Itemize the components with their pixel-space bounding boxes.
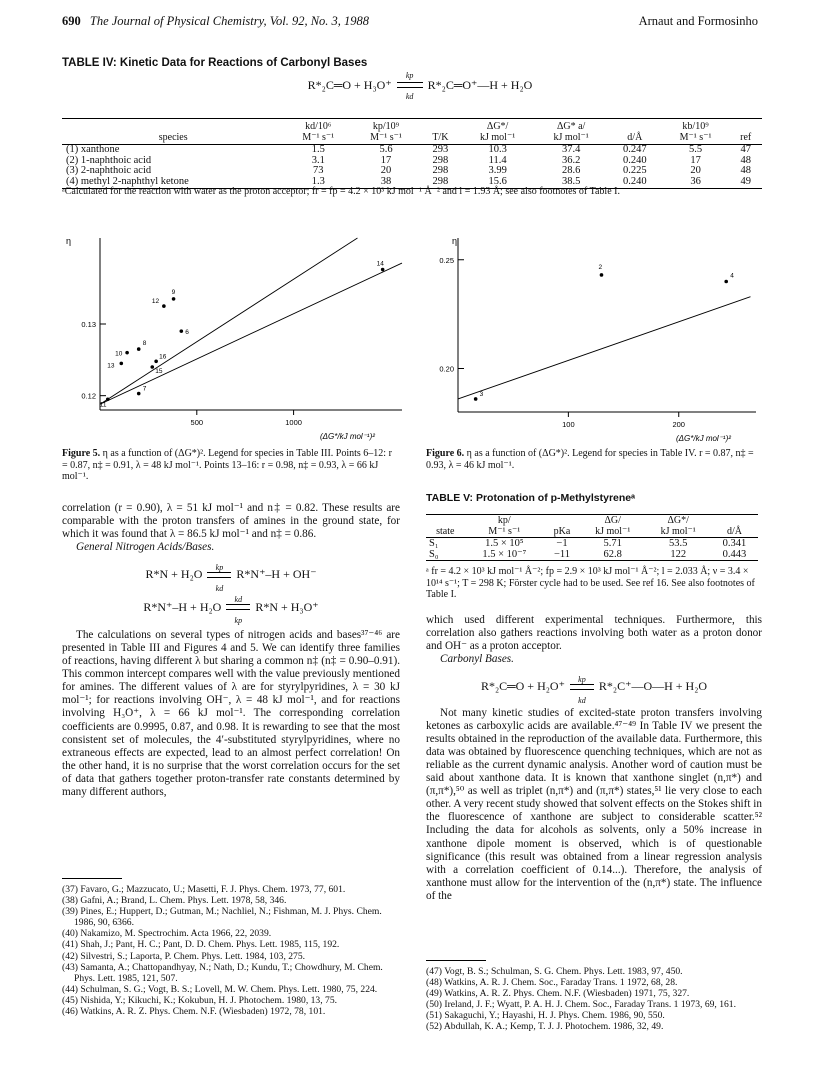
header-cell: [544, 515, 580, 527]
reference-item: (47) Vogt, B. S.; Schulman, S. G. Chem. Phys. Lett. 1983, 97, 450.: [426, 966, 683, 977]
header-cell: M⁻¹ s⁻¹: [352, 132, 420, 145]
table-row: [62, 145, 762, 156]
footnote-rule: [62, 878, 122, 879]
table4-header-top: [62, 119, 762, 133]
data-point-label: 4: [730, 272, 734, 280]
table-cell: 298: [420, 177, 461, 189]
data-point-label: 2: [598, 263, 603, 271]
table-cell: 20: [380, 165, 392, 176]
y-tick-label: 0.25: [439, 255, 454, 265]
reference-item: (49) Watkins, A. R. Z. Phys. Chem. N.F. (Wiesbaden) 1971, 75, 327.: [426, 988, 690, 1000]
reference-item: (50) Ireland, J. F.; Wyatt, P. A. H. J. Chem. Soc., Faraday Trans. 1 1973, 69, 161.: [426, 999, 736, 1011]
table-cell: 1.3: [284, 177, 352, 189]
reference-item: (39) Pines, E.; Huppert, D.; Gutman, M.; Nachliel, N.; Fishman, M. J. Phys. Chem. 1986, 90, 6366.: [62, 906, 382, 929]
table-row: [426, 549, 758, 561]
header-cell: kJ mol⁻¹: [534, 132, 608, 145]
paragraph: correlation (r = 0.90), λ = 51 kJ mol⁻¹ and n‡ = 0.82. These results are comparable with the proton transfers of amines in the ground state, for which it was found that λ = 86.5 kJ mol⁻¹ and n‡ = 0.86.: [62, 502, 400, 541]
table-cell: 20: [690, 165, 701, 176]
k-top: kp: [405, 71, 414, 81]
left-column: [62, 502, 400, 799]
k-top: kd: [234, 594, 243, 604]
table4-caption: TABLE IV: Kinetic Data for Reactions of Carbonyl Bases: [62, 57, 368, 69]
table-cell: 0.225: [622, 165, 647, 176]
y-tick-label: 0.13: [81, 320, 96, 329]
fig6-y-symbol: η: [452, 236, 458, 246]
data-point-label: 3: [479, 390, 484, 398]
table4: [62, 118, 762, 189]
data-point-label: 7: [142, 385, 147, 393]
table-cell: 1.5: [311, 144, 325, 155]
table4-reaction: [270, 71, 570, 102]
equilibrium-arrow: [205, 562, 233, 593]
table4-reaction-left: R*₂C═O + H₃O⁺: [307, 78, 392, 92]
header-cell: M⁻¹ s⁻¹: [662, 132, 730, 145]
header-cell: d/Å: [711, 526, 758, 538]
data-point: [180, 329, 184, 333]
equilibrium-arrow: [224, 594, 252, 625]
k-bottom: kp: [234, 615, 243, 625]
table-cell: 38.5: [534, 177, 608, 189]
table-cell: 38: [352, 177, 420, 189]
table-cell: 1.5 × 10⁵: [485, 538, 524, 549]
header-cell: M⁻¹ s⁻¹: [465, 526, 544, 538]
header-cell: T/K: [420, 132, 461, 145]
header-cell: M⁻¹ s⁻¹: [284, 132, 352, 145]
paragraph: Not many kinetic studies of excited-state proton transfers involving ketones as carboxylic acids are available.⁴⁷⁻⁴⁹ In Table IV we present the results obtained in the reproduction of the available data. Furthermore, this data was obtained by fluorescence quenching techniques, which are not as reliable as the current dynamic analysis. Another word of caution must be said about xanthone data. It is known that xanthone singlet (n,π*) and (π,π*),⁵⁰ as well as triplet (n,π*) and (π,π*) states,⁵¹ lie very close to each other. A very recent study showed that solvent effects on the Stokes shift in the fluorescence of xanthone are subject to considerable scatter.⁵² Including the data for alcohols as solvents, only a 50% increase in xanthone dipole moment is observed, which is of questionable significance (this result was obtained from a linear regression analysis with a correlation coefficient of 0.14...). Therefore, the analysis of xanthone must allow for the intervention of the (n,π*) state. The influence of the: [426, 706, 762, 902]
header-cell: d/Å: [608, 132, 662, 145]
data-point-label: 6: [185, 329, 189, 337]
header-cell: ΔG*/: [461, 119, 535, 133]
header-cell: kp/10⁹: [352, 119, 420, 133]
fit-line: [100, 238, 357, 404]
table-cell: (2) 1-naphthoic acid: [66, 154, 152, 166]
figure5-caption: [62, 448, 400, 483]
table-cell: 73: [313, 165, 324, 176]
header-cell: ΔG/: [580, 515, 645, 527]
header-cell: ΔG* a/: [534, 119, 608, 133]
fit-line: [100, 260, 402, 404]
table-cell: 298: [432, 154, 449, 166]
data-point: [162, 304, 166, 308]
header-cell: kJ mol⁻¹: [645, 526, 710, 538]
header-cell: kJ mol⁻¹: [580, 526, 645, 538]
equation: [62, 594, 400, 625]
table-cell: (4) methyl 2-naphthyl ketone: [62, 177, 284, 189]
fit-line: [458, 297, 750, 399]
reference-item: (42) Silvestri, S.; Laporta, P. Chem. Phys. Lett. 1984, 103, 275.: [62, 950, 306, 962]
table-cell: 122: [645, 549, 710, 561]
x-tick-label: 1000: [285, 418, 302, 427]
reference-item: (48) Watkins, A. R. J. Chem. Soc., Faraday Trans. 1 1972, 68, 28.: [426, 977, 678, 989]
k-bottom: kd: [215, 583, 224, 593]
header-cell: [608, 119, 662, 133]
fig5-marks: [81, 238, 402, 427]
x-tick-label: 500: [190, 418, 204, 427]
data-point-label: 10: [115, 350, 123, 358]
table-cell: 1.5 × 10⁻⁷: [465, 549, 544, 561]
paragraph: The calculations on several types of nitrogen acids and bases³⁷⁻⁴⁶ are presented in Table III and Figures 4 and 5. We can identify three families of reactions, having different λ but sharing a common n‡ (n‡ = 0.90–0.91). This common intercept compares well with the value previously mentioned for amines. The different values of λ are for styrylpyridines, λ = 30 kJ mol⁻¹; for reactions involving OH⁻, λ = 48 kJ mol⁻¹, and for reactions involving H₃O⁺, λ = 66 kJ mol⁻¹. The corresponding correlation coefficients are 0.9995, 0.87, and 0.98. It is rewarding to see that the most consistent set of molecules, the 4′-substituted styrylpyridines, where no extraneous effects are expected, lead to an almost perfect correlation! On the other hand, it is no surprise that the worst correlation occurs for the set of data that gathers together proton-transfer rate constants determined by many different authors,: [62, 628, 400, 798]
table-cell: 0.443: [711, 549, 758, 561]
page-number: 690: [62, 14, 81, 28]
data-point: [172, 297, 176, 301]
k-bottom: kd: [578, 695, 586, 705]
data-point: [600, 273, 604, 277]
data-point: [474, 397, 478, 401]
y-tick-label: 0.12: [81, 391, 96, 401]
eq-right: R*N⁺–H + OH⁻: [236, 567, 317, 582]
table-cell: 3.1: [311, 154, 325, 166]
data-point-label: 11: [99, 401, 107, 409]
table4-header-bottom: [62, 132, 762, 145]
data-point-label: 9: [171, 288, 176, 296]
data-point: [125, 351, 129, 355]
header-cell: kp/: [465, 515, 544, 527]
figure5-caption-title: Figure 5.: [62, 448, 101, 459]
table-cell: −11: [544, 549, 580, 561]
table-cell: 62.8: [580, 549, 645, 561]
table-cell: 5.71: [603, 538, 622, 549]
data-point: [137, 392, 141, 396]
fig6-x-label: (ΔG*/kJ mol⁻¹)²: [676, 434, 731, 443]
fig6-marks: [439, 256, 750, 429]
paragraph: which used different experimental techniques. Furthermore, this correlation also gathers reactions involving both water as a proton donor and OH⁻ as a proton acceptor.: [426, 614, 762, 653]
figure5-plot: [62, 230, 412, 445]
table-cell: 298: [432, 165, 449, 176]
k-top: kp: [215, 562, 224, 572]
table-cell: 0.240: [622, 154, 647, 166]
table-cell: 15.6: [461, 177, 535, 189]
k-top: kp: [578, 674, 586, 684]
page-header: [62, 14, 758, 34]
data-point-label: 8: [142, 340, 147, 348]
reference-item: (44) Schulman, S. G.; Vogt, B. S.; Lovell, M. W. Chem. Phys. Lett. 1980, 75, 224.: [62, 983, 378, 995]
header-cell: state: [426, 526, 465, 538]
data-point: [137, 347, 141, 351]
fig5-y-symbol: η: [66, 236, 72, 246]
header-cell: [426, 515, 465, 527]
figure6-caption: [426, 448, 762, 471]
eq-left: R*N⁺–H + H₂O: [143, 599, 222, 614]
table-cell: 28.6: [561, 165, 581, 176]
header-cell: kb/10⁹: [662, 119, 730, 133]
table-cell: 11.4: [488, 154, 507, 166]
header-cell: ref: [729, 132, 762, 145]
reference-item: (41) Shah, J.; Pant, H. C.; Pant, D. D. Chem. Phys. Lett. 1985, 115, 192.: [62, 939, 340, 951]
header-cell: [62, 119, 284, 133]
equilibrium-arrow: [568, 674, 596, 705]
reference-item: (43) Samanta, A.; Chattopandhyay, N.; Nath, D.; Kundu, T.; Chowdhury, M. Chem. Phys. Lett. 1985, 121, 507.: [62, 961, 383, 984]
table5-header-bottom: [426, 526, 758, 538]
eq-left: R*N + H₂O: [145, 567, 203, 582]
footnote-rule: [426, 960, 486, 961]
header-cell: pKa: [544, 526, 580, 538]
eq-left: R*₂C═O + H₂O⁺: [480, 679, 565, 694]
data-point-label: 16: [159, 353, 167, 361]
eq-right: R*N + H₃O⁺: [255, 599, 319, 614]
data-point: [154, 359, 158, 363]
y-tick-label: 0.20: [439, 364, 454, 374]
table-cell: (1) xanthone: [66, 144, 120, 155]
table-cell: S₀: [426, 549, 465, 561]
header-cell: ΔG*/: [645, 515, 710, 527]
header-cell: [420, 119, 461, 133]
section-heading: Carbonyl Bases.: [440, 653, 514, 666]
data-point-label: 13: [107, 362, 115, 370]
table-cell: 3.99: [488, 165, 507, 176]
figure6-caption-text: η as a function of (ΔG*)². Legend for species in Table IV. r = 0.87, n‡ = 0.93, λ = 46 kJ mol⁻¹.: [426, 448, 754, 471]
figure5-caption-text: η as a function of (ΔG*)². Legend for species in Table III. Points 6–12: r = 0.87, n‡ = 0.91, λ = 48 kJ mol⁻¹. Points 13–16: r = 0.98, n‡ = 0.93, λ = 66 kJ mol⁻¹.: [62, 448, 392, 482]
equation: [426, 674, 762, 705]
table-cell: 53.5: [669, 538, 688, 549]
table5-footnote: ᵃ fr = 4.2 × 10³ kJ mol⁻¹ Å⁻²; fp = 2.9 × 10³ kJ mol⁻¹ Å⁻²; l = 2.033 Å; ν = 3.4 × 10¹⁴ s⁻¹; T = 298 K; Förster cycle had to be used. See ref 16. See also footnotes of Table I.: [426, 566, 755, 600]
reference-item: (37) Favaro, G.; Mazzucato, U.; Masetti, F. J. Phys. Chem. 1973, 77, 601.: [62, 884, 346, 895]
reference-item: (46) Watkins, A. R. Z. Phys. Chem. N.F. (Wiesbaden) 1972, 78, 101.: [62, 1006, 326, 1018]
table-cell: 0.247: [622, 144, 647, 155]
table-row: [62, 166, 762, 177]
k-bottom: kd: [405, 92, 414, 102]
reference-item: (51) Sakaguchi, Y.; Hayashi, H. J. Phys. Chem. 1986, 90, 550.: [426, 1010, 665, 1022]
table-cell: 0.240: [608, 177, 662, 189]
header-cell: kJ mol⁻¹: [461, 132, 535, 145]
section-heading: General Nitrogen Acids/Bases.: [76, 541, 215, 554]
table5: [426, 514, 758, 561]
table5-caption: TABLE V: Protonation of p-Methylstyreneᵃ: [426, 492, 636, 504]
table4-reaction-right: R*₂C═O⁺—H + H₂O: [427, 78, 533, 92]
table-cell: 17: [690, 154, 701, 166]
header-cell: [729, 119, 762, 133]
data-point: [724, 280, 728, 284]
eq-right: R*₂C⁺—O—H + H₂O: [598, 679, 708, 694]
fig5-x-label: (ΔG*/kJ mol⁻¹)²: [320, 432, 375, 441]
right-references: [426, 966, 762, 1033]
table-cell: 17: [380, 154, 392, 166]
table-cell: −1: [556, 538, 568, 549]
header-cell: kd/10⁶: [284, 119, 352, 133]
data-point: [150, 365, 154, 369]
table-cell: 48: [740, 154, 751, 166]
left-references: [62, 884, 400, 1017]
table5-header-top: [426, 515, 758, 527]
table-row: [426, 538, 758, 550]
x-tick-label: 200: [672, 420, 685, 429]
table-cell: 47: [740, 144, 751, 155]
table-row: [62, 156, 762, 167]
table-cell: 10.3: [488, 144, 507, 155]
table-cell: 0.341: [722, 538, 747, 549]
equilibrium-arrow: [395, 71, 425, 102]
figure6-plot: [426, 230, 762, 445]
x-tick-label: 100: [562, 420, 575, 429]
running-authors: Arnaut and Formosinho: [638, 14, 758, 28]
right-column: [426, 614, 762, 903]
reference-item: (52) Abdullah, K. A.; Kemp, T. J. J. Photochem. 1986, 32, 49.: [426, 1021, 664, 1033]
table-cell: 36: [662, 177, 730, 189]
table-cell: 49: [729, 177, 762, 189]
header-cell: species: [62, 132, 284, 145]
table-cell: (3) 2-naphthoic acid: [66, 165, 152, 176]
table-cell: 5.5: [689, 144, 703, 155]
journal-title: The Journal of Physical Chemistry, Vol. 92, No. 3, 1988: [89, 14, 370, 28]
header-cell: [711, 515, 758, 527]
reference-item: (45) Nishida, Y.; Kikuchi, K.; Kokubun, H. J. Photochem. 1980, 13, 75.: [62, 994, 338, 1006]
equation: [62, 562, 400, 593]
table-cell: 5.6: [379, 144, 393, 155]
figure6-caption-title: Figure 6.: [426, 448, 465, 459]
table4-footnote: ᵃCalculated for the reaction with water as the proton acceptor; fr = fp = 4.2 × 10³ kJ mol⁻¹ Å⁻² and l = 1.93 Å; see also footnotes of Table I.: [62, 186, 620, 197]
table-cell: 293: [432, 144, 449, 155]
table-cell: S₁: [429, 538, 439, 549]
reference-item: (40) Nakamizo, M. Spectrochim. Acta 1966, 22, 2039.: [62, 928, 272, 940]
data-point: [119, 362, 123, 366]
data-point: [381, 268, 385, 272]
data-point-label: 14: [376, 260, 384, 268]
table-cell: 37.4: [561, 144, 581, 155]
data-point-label: 12: [151, 298, 160, 306]
table-cell: 48: [740, 165, 751, 176]
data-point-label: 15: [155, 368, 163, 375]
table-cell: 36.2: [561, 154, 581, 166]
reference-item: (38) Gafni, A.; Brand, L. Chem. Phys. Lett. 1978, 58, 346.: [62, 895, 287, 907]
